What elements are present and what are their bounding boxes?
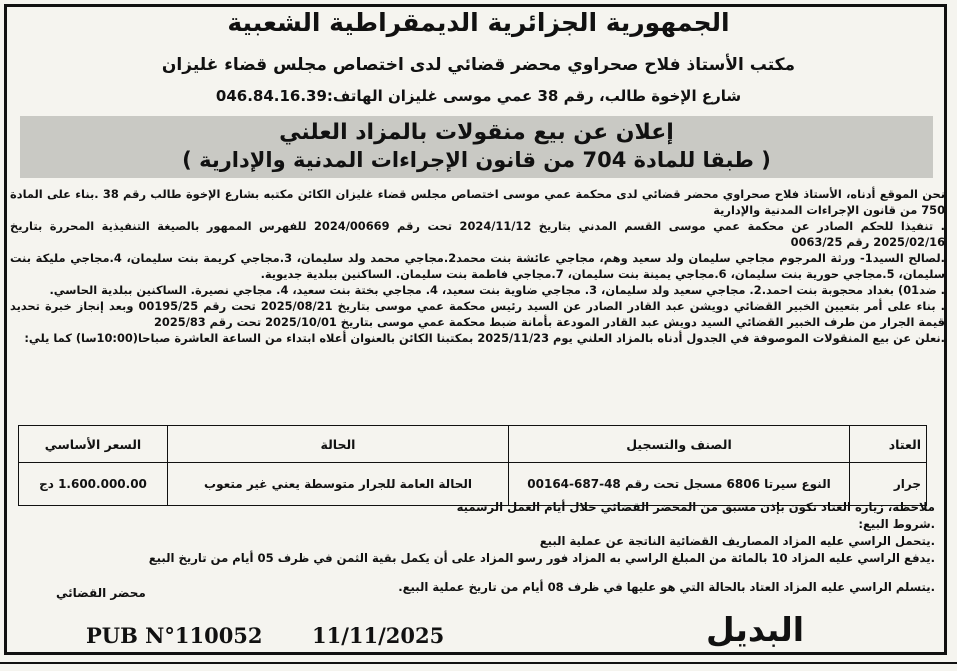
signature-label: محضر القضائي — [56, 586, 146, 600]
publication-date: 11/11/2025 — [312, 623, 445, 648]
expert-paragraph: . بناء على أمر بتعيين الخبير القضائي دويشن عبد القادر الصادر عن السيد رئيس محكمة عمي موسى بتاريخ 2025/08/21 تحت رقم 00195/25 وبعد إنجاز خبرة تحديد قيمة الجرار من طرف الخبير القضائي السيد دويش عبد القادر المودعة بأمانة ضبط محكمة عمي موسى بتاريخ 2025/10/01 تحت رقم 2025/83 — [10, 299, 945, 329]
cell-price: 1.600.000.00 دج — [19, 463, 168, 506]
header-price: السعر الأساسي — [19, 426, 168, 463]
conditions-title: .شروط البيع: — [858, 517, 935, 531]
visit-note: ملاحظة، زيارة العتاد تكون بإذن مسبق من المحضر القضائي خلال أيام العمل الرسمية — [456, 500, 935, 514]
announcement-body — [10, 186, 945, 346]
header-category: الصنف والتسجيل — [509, 426, 850, 463]
notes-section — [10, 499, 935, 596]
cell-category: النوع سيرتا 6806 مسجل تحت رقم 48-687-00164 — [509, 463, 850, 506]
condition-1: .يتحمل الراسي عليه المزاد المصاريف القضائية الناتجة عن عملية البيع — [539, 534, 935, 548]
pub-number: PUB N°110052 — [86, 623, 263, 648]
bottom-divider — [0, 662, 957, 664]
address-line: شارع الإخوة طالب، رقم 38 عمي موسى غليزان الهاتف:046.84.16.39 — [215, 87, 742, 105]
title-banner — [20, 116, 933, 178]
announce-paragraph: .نعلن عن بيع المنقولات الموصوفة في الجدول أدناه بالمزاد العلني يوم 2025/11/23 بمكتبنا الكائن بالعنوان أعلاه ابتداء من الساعة العاشرة صباحا(10:00سا) كما يلي: — [24, 331, 945, 345]
intro-paragraph: نحن الموقع أدناه، الأستاذ فلاح صحراوي محضر قضائي لدى محكمة عمي موسى اختصاص مجلس قضاء غليزان الكائن مكتبه بشارع الإخوة طالب رقم 38 .بناء على المادة 750 من قانون الإجراءات المدنية والإدارية — [10, 187, 945, 217]
condition-3: .يتسلم الراسي عليه المزاد العتاد بالحالة التي هو عليها في ظرف 08 أيام من تاريخ عملية البيع. — [398, 580, 935, 594]
against-paragraph: . ضد01) بغداد محجوبة بنت احمد.2. مجاجي سعيد ولد سليمان، 3. مجاجي ضاوية بنت سعيد، 4. مجاجي بختة بنت سعيد، 4. مجاجي نصيرة. الساكنين ببلدية الحاسي. — [49, 283, 945, 297]
header-item: العتاد — [850, 426, 927, 463]
republic-title: الجمهورية الجزائرية الديمقراطية الشعبية — [227, 8, 730, 37]
execution-paragraph: . تنفيذا للحكم الصادر عن محكمة عمي موسى القسم المدني بتاريخ 2024/11/12 تحت رقم 2024/00669 للفهرس الممهور بالصيغة التنفيذية المحررة بتاريخ 2025/02/16 رقم 0063/25 — [10, 219, 945, 249]
office-line: مكتب الأستاذ فلاح صحراوي محضر قضائي لدى اختصاص مجلس قضاء غليزان — [161, 55, 796, 75]
announcement-title: إعلان عن بيع منقولات بالمزاد العلني — [279, 120, 674, 145]
cell-condition: الحالة العامة للجرار متوسطة يعني غير متعوب — [168, 463, 509, 506]
condition-2: .يدفع الراسي عليه المزاد 10 بالمائة من المبلغ الراسي به المزاد فور رسو المزاد على أن يكمل بقية الثمن في ظرف 05 أيام من تاريخ البيع — [148, 551, 935, 565]
table-header-row — [19, 426, 927, 463]
cell-item: جرار — [850, 463, 927, 506]
beneficiaries-paragraph: .لصالح السيد1- ورثة المرجوم مجاجي سليمان ولد سعيد وهم، مجاجي عائشة بنت محمد2.مجاجي محمد ولد سليمان، 3.مجاجي كريمة بنت سليمان، 4.مجاجي مليكة بنت سليمان، 5.مجاجي حورية بنت سليمان، 6.مجاجي يمينة بنت سليمان، 7.مجاجي فاطمة بنت سليمان. الساكنين ببلدية جديوية. — [10, 251, 945, 281]
newspaper-name: البديل — [706, 610, 805, 649]
items-table — [18, 425, 927, 506]
legal-basis: ( طبقا للمادة 704 من قانون الإجراءات المدنية والإدارية ) — [182, 148, 771, 172]
header-condition: الحالة — [168, 426, 509, 463]
